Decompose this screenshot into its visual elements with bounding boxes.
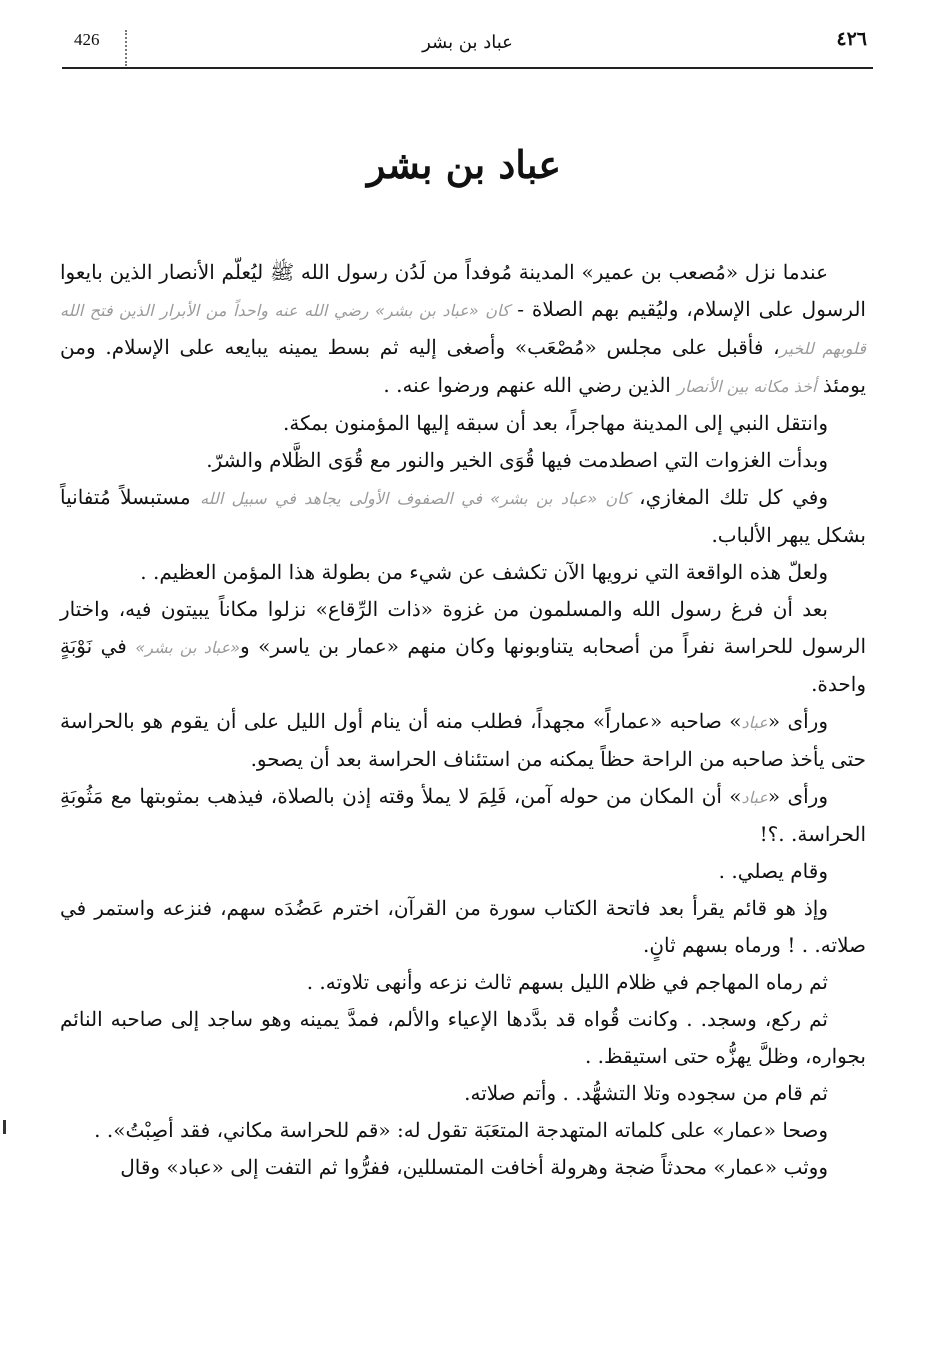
- handwritten-annotation: «عباد بن بشر»: [135, 638, 240, 657]
- paragraph-text: » صاحبه «عماراً» مجهداً، فطلب منه أن ينام أول الليل على أن يقوم هو بالحراسة حتى يأخذ صاحبه من الراحة حظاً يمكنه من استئناف الحراسة بعد أن يصحو.: [60, 709, 866, 771]
- handwritten-annotation: أخذ مكانه بين الأنصار: [677, 377, 817, 396]
- paragraph-text: ، فأقبل على مجلس «مُصْعَب» وأصغى إليه ثم بسط يمينه يبايعه على الإسلام. ومن يومئذ: [60, 335, 866, 397]
- paragraph: [60, 964, 866, 1001]
- page-number-arabic: ٤٢٦: [836, 28, 867, 50]
- paragraph: [60, 703, 866, 778]
- paragraph-text: الذين رضي الله عنهم ورضوا عنه. .: [383, 373, 678, 397]
- paragraph-text: وصحا «عمار» على كلماته المتهدجة المتعَبَة تقول له: «قم للحراسة مكاني، فقد أصِبْتُ». .: [94, 1118, 828, 1142]
- body-text: [60, 254, 866, 1186]
- paragraph-text: ثم رماه المهاجم في ظلام الليل بسهم ثالث نزعه وأنهى تلاوته. .: [306, 970, 828, 994]
- paragraph: [60, 405, 866, 442]
- paragraph-text: عندما نزل «مُصعب بن عمير» المدينة مُوفداً من لَدُن رسول الله ﷺ ليُعلّم الأنصار الذين بايعوا الرسول على الإسلام، وليُقيم بهم الصلاة -: [60, 260, 866, 321]
- page-number-latin: 426: [74, 30, 100, 49]
- paragraph-text: مستبسلاً مُتفانياً بشكل يبهر الألباب.: [60, 485, 866, 547]
- paragraph: [60, 890, 866, 964]
- handwritten-annotation: عباد: [741, 788, 768, 807]
- paragraph: [60, 1001, 866, 1075]
- paragraph: [60, 254, 866, 405]
- paragraph-text: وقام يصلي. .: [718, 859, 828, 883]
- paragraph: [60, 853, 866, 890]
- handwritten-annotation: عباد: [741, 713, 768, 732]
- paragraph-text: ولعلّ هذه الواقعة التي نرويها الآن تكشف عن شيء من بطولة هذا المؤمن العظيم. .: [140, 560, 828, 584]
- page-header: [62, 28, 873, 68]
- paragraph-text: ثم ركع، وسجد. . وكانت قُواه قد بدَّدها الإعياء والألم، فمدَّ يمينه وهو ساجد إلى صاحبه النائم بجواره، وظلَّ يهزُّه حتى استيقظ. .: [60, 1007, 866, 1068]
- handwritten-annotation: كان «عباد بن بشر» رضي الله عنه واحداً من الأبرار الذين فتح الله قلوبهم للخير: [60, 301, 867, 358]
- paragraph-text: وإذ هو قائم يقرأ بعد فاتحة الكتاب سورة من القرآن، اخترم عَضُدَه سهم، فنزعه واستمر في صلاته. . ! ورماه بسهم ثانٍ.: [60, 896, 866, 957]
- paragraph: [60, 479, 866, 554]
- paragraph-text: ثم قام من سجوده وتلا التشهُّد. . وأتم صلاته.: [464, 1081, 828, 1105]
- paragraph-text: ورأى «: [767, 709, 828, 733]
- paragraph: [60, 778, 866, 853]
- paragraph-text: ووثب «عمار» محدثاً ضجة وهرولة أخافت المتسللين، ففرُّوا ثم التفت إلى «عباد» وقال: [120, 1155, 828, 1179]
- scan-artifact-dots: [125, 30, 129, 66]
- paragraph-text: ورأى «: [767, 784, 828, 808]
- paragraph-text: » أن المكان من حوله آمن، فَلِمَ لا يملأ وقته إذن بالصلاة، فيذهب بمثوبتها مع مَثُوبَةِ الحراسة. .؟!: [60, 784, 866, 846]
- paragraph: [60, 1075, 866, 1112]
- chapter-title: عباد بن بشر: [366, 142, 562, 187]
- running-title: عباد بن بشر: [422, 32, 513, 53]
- handwritten-annotation: كان «عباد بن بشر» في الصفوف الأولى يجاهد في سبيل الله: [200, 489, 630, 508]
- margin-mark: [3, 1120, 6, 1134]
- paragraph-text: في نَوْبَةٍ واحدة.: [60, 634, 866, 696]
- paragraph: [60, 591, 866, 703]
- paragraph-text: وفي كل تلك المغازي،: [629, 485, 828, 509]
- paragraph-text: وبدأت الغزوات التي اصطدمت فيها قُوَى الخير والنور مع قُوَى الظَّلام والشرّ.: [206, 448, 828, 472]
- paragraph-text: وانتقل النبي إلى المدينة مهاجراً، بعد أن سبقه إليها المؤمنون بمكة.: [283, 411, 828, 435]
- paragraph: [60, 1149, 866, 1186]
- paragraph-text: بعد أن فرغ رسول الله والمسلمون من غزوة «ذات الرِّقاع» نزلوا مكاناً يبيتون فيه، واختار الرسول للحراسة نفراً من أصحابه يتناوبونها وكان منهم «عمار بن ياسر» و: [60, 597, 867, 658]
- paragraph: [60, 442, 866, 479]
- paragraph: [60, 1112, 866, 1149]
- paragraph: [60, 554, 866, 591]
- header-rule: [62, 67, 873, 69]
